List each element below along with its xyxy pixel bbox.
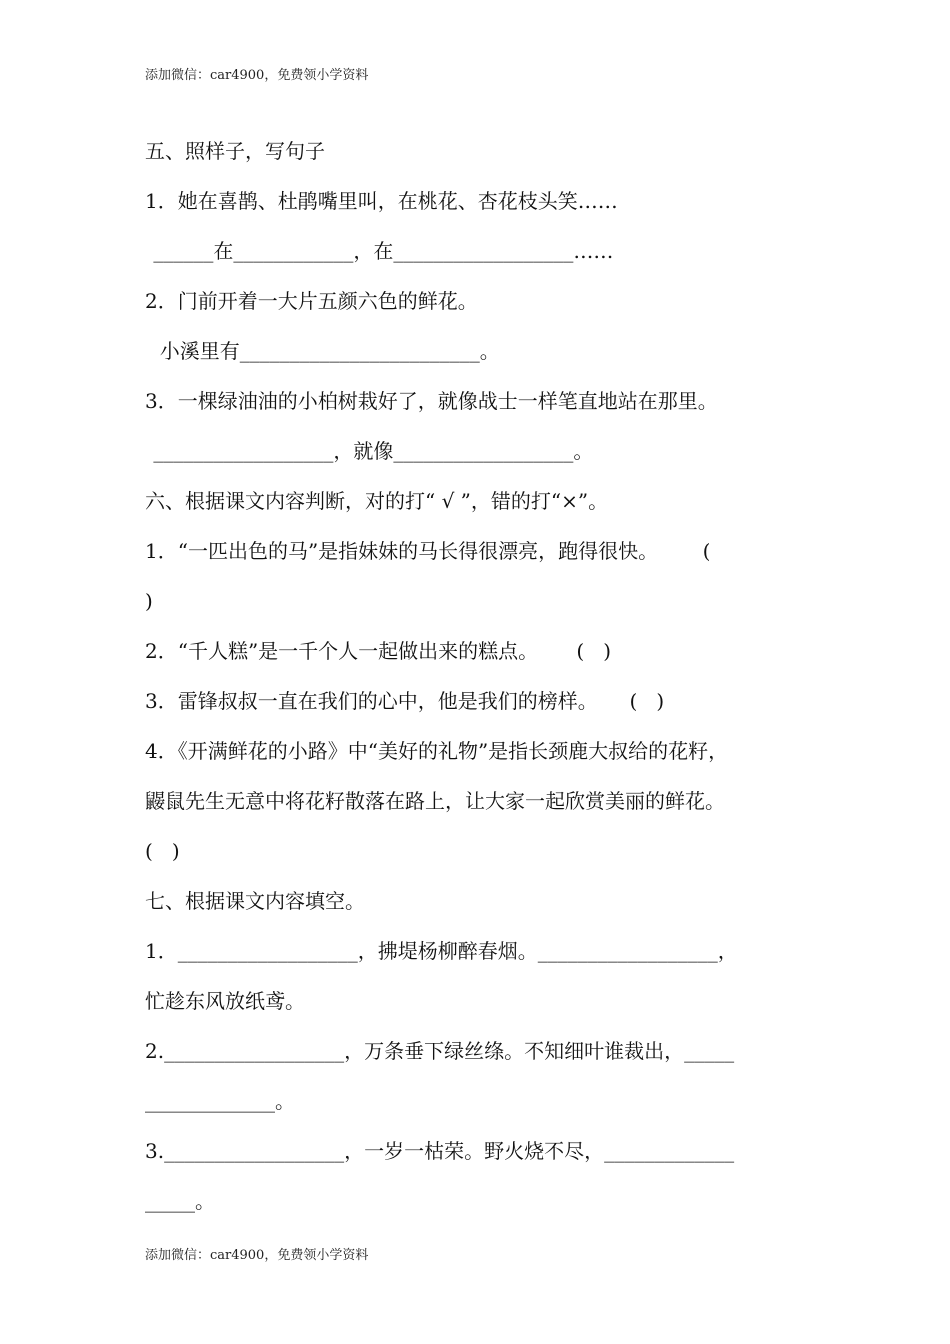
s7-question-3-line-2[interactable]: _____。: [145, 1189, 215, 1213]
s5-question-1: 1．她在喜鹊、杜鹃嘴里叫，在桃花、杏花枝头笑……: [145, 189, 618, 213]
s7-question-2-line-1[interactable]: 2.__________________，万条垂下绿丝绦。不知细叶谁裁出，_____: [145, 1039, 735, 1063]
s7-question-1-line-1[interactable]: 1．__________________，拂堤杨柳醉春烟。__________________，: [145, 939, 738, 963]
s6-question-1: 1．“一匹出色的马”是指妹妹的马长得很漂亮，跑得很快。 (: [145, 539, 711, 563]
section-5-title: 五、照样子，写句子: [145, 139, 325, 163]
s5-question-3-blank[interactable]: __________________，就像__________________。: [147, 439, 594, 463]
header-note: 添加微信：car4900，免费领小学资料: [145, 68, 369, 83]
s6-question-4-paren[interactable]: ( ): [145, 839, 180, 863]
s6-question-3: 3．雷锋叔叔一直在我们的心中，他是我们的榜样。 ( ): [145, 689, 665, 713]
s7-question-1-line-2: 忙趁东风放纸鸢。: [145, 989, 305, 1013]
footer-note: 添加微信：car4900，免费领小学资料: [145, 1248, 369, 1263]
s6-question-4-line-1: 4．《开满鲜花的小路》中“美好的礼物”是指长颈鹿大叔给的花籽，: [145, 739, 729, 763]
section-7-title: 七、根据课文内容填空。: [145, 889, 365, 913]
s5-question-3: 3．一棵绿油油的小柏树栽好了，就像战士一样笔直地站在那里。: [145, 389, 718, 413]
s6-question-2: 2．“千人糕”是一千个人一起做出来的糕点。 ( ): [145, 639, 611, 663]
s7-question-2-line-2[interactable]: _____________。: [145, 1089, 295, 1113]
s7-question-3-line-1[interactable]: 3.__________________，一岁一枯荣。野火烧不尽，_____________: [145, 1139, 735, 1163]
s6-question-4-line-2: 鼹鼠先生无意中将花籽散落在路上，让大家一起欣赏美丽的鲜花。: [145, 789, 725, 813]
s6-question-1-paren[interactable]: ): [145, 589, 153, 613]
s5-question-1-blank[interactable]: ______在____________，在__________________……: [147, 239, 614, 263]
s5-question-2: 2．门前开着一大片五颜六色的鲜花。: [145, 289, 478, 313]
s5-question-2-blank[interactable]: 小溪里有________________________。: [147, 339, 500, 363]
section-6-title: 六、根据课文内容判断，对的打“ √ ”，错的打“×”。: [145, 489, 609, 513]
